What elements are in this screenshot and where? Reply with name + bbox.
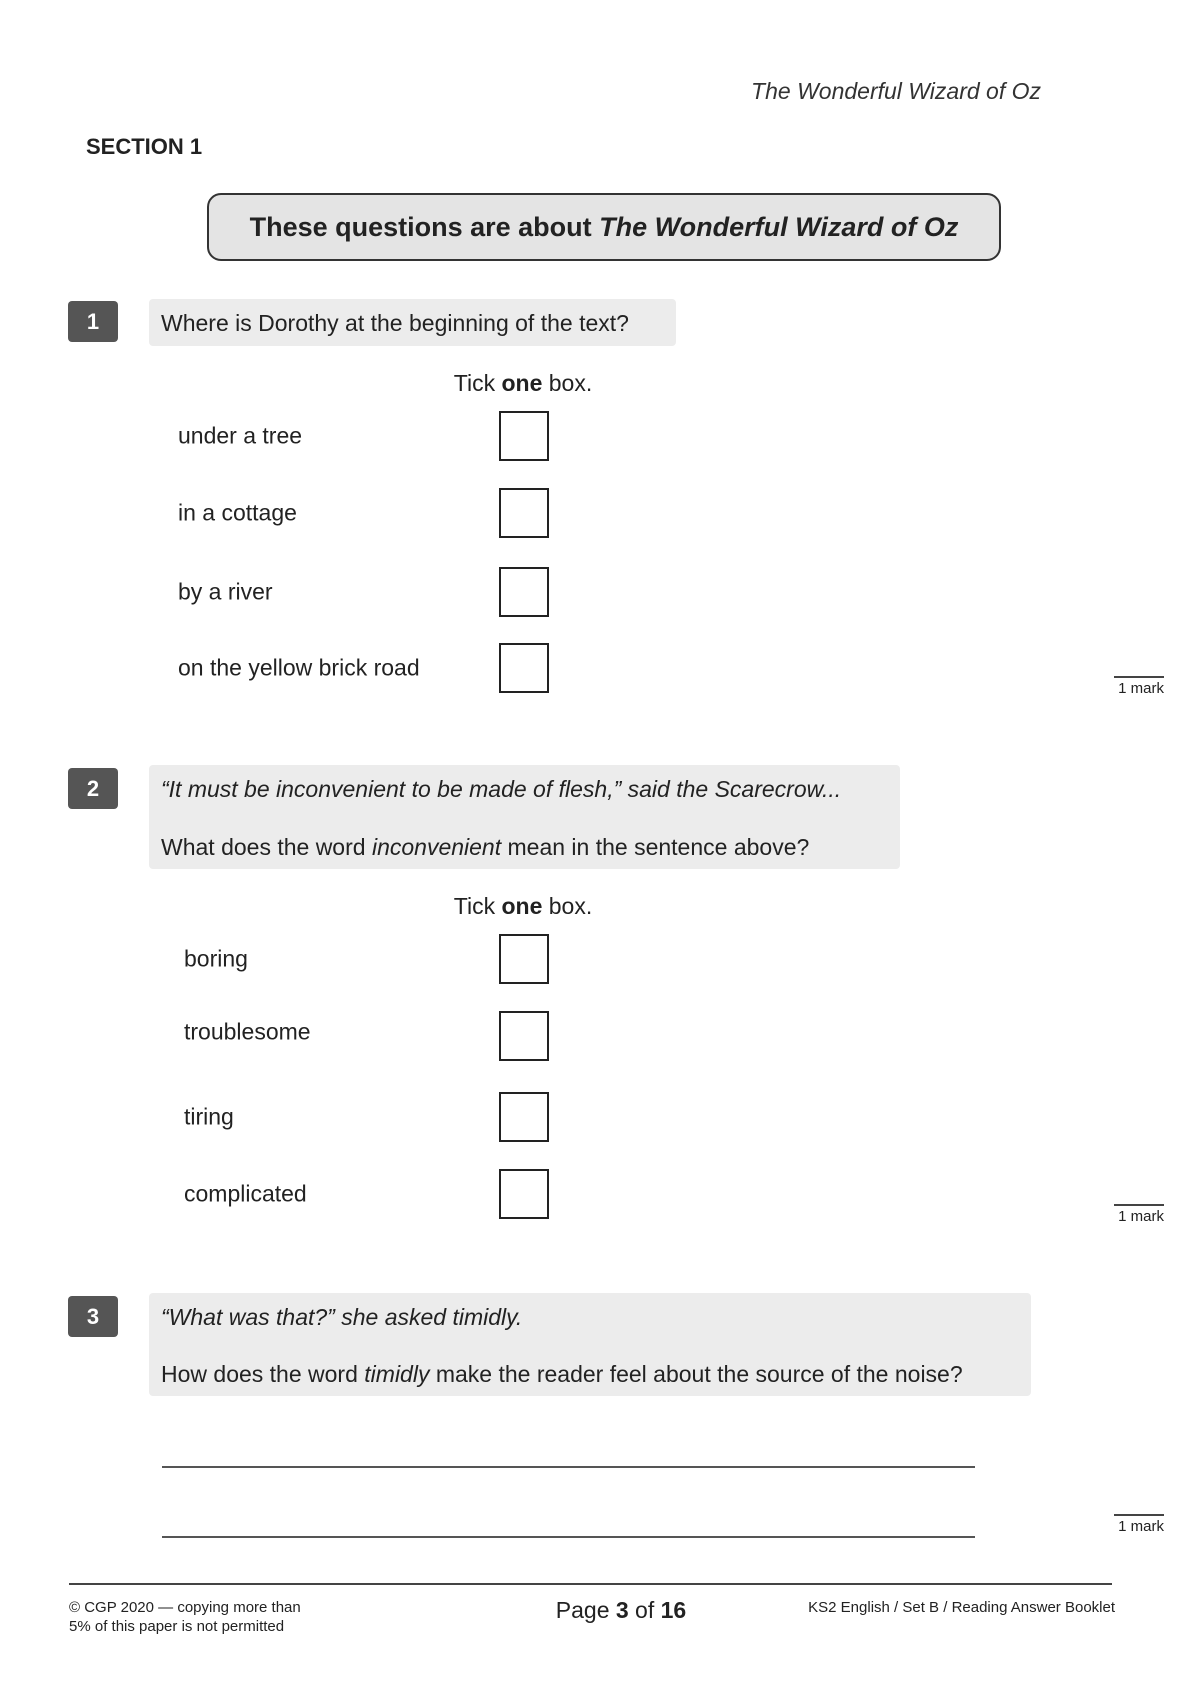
prompt-text: How does the word	[161, 1361, 365, 1387]
question-number: 3	[68, 1296, 118, 1337]
section-banner	[207, 193, 1001, 261]
tick-box[interactable]	[499, 1092, 549, 1142]
page-current: 3	[615, 1597, 629, 1623]
mark-allocation: 1 mark	[1114, 676, 1164, 697]
page-label: Page	[555, 1597, 616, 1623]
question-number: 1	[68, 301, 118, 342]
tick-box[interactable]	[499, 934, 549, 984]
prompt-line	[161, 310, 629, 337]
question-prompt	[149, 1293, 1031, 1396]
tick-box[interactable]	[499, 1169, 549, 1219]
option-label: troublesome	[184, 1018, 311, 1045]
prompt-text: timidly	[364, 1361, 430, 1387]
prompt-text: What does the word	[161, 834, 372, 860]
banner-title: The Wonderful Wizard of Oz	[599, 211, 959, 242]
prompt-text: make the reader feel about the source of the noise?	[429, 1361, 963, 1387]
page-of: of	[628, 1597, 661, 1623]
page-total: 16	[660, 1597, 687, 1623]
option-label: tiring	[184, 1103, 234, 1130]
mark-allocation: 1 mark	[1114, 1514, 1164, 1535]
option-label: by a river	[178, 578, 273, 605]
tick-box[interactable]	[499, 643, 549, 693]
page-number	[556, 1597, 686, 1624]
tick-box[interactable]	[499, 567, 549, 617]
tick-post: box.	[542, 370, 593, 396]
prompt-text: Where is Dorothy at the beginning of the text?	[161, 310, 629, 336]
option-label: in a cottage	[178, 499, 297, 526]
document-title: The Wonderful Wizard of Oz	[751, 78, 1041, 104]
section-heading: SECTION 1	[86, 134, 203, 159]
answer-line[interactable]	[162, 1536, 975, 1538]
copyright-line-2: 5% of this paper is not permitted	[69, 1618, 285, 1635]
question-number: 2	[68, 768, 118, 809]
answer-line[interactable]	[162, 1466, 975, 1468]
tick-pre: Tick	[453, 370, 502, 396]
question-prompt	[149, 765, 900, 869]
prompt-text: “It must be inconvenient to be made of flesh,” said the Scarecrow...	[161, 776, 842, 802]
prompt-quote	[161, 1304, 522, 1331]
tick-instruction	[454, 370, 592, 397]
tick-bold: one	[501, 893, 543, 919]
option-label: under a tree	[178, 422, 303, 449]
option-label: complicated	[184, 1180, 307, 1207]
prompt-text: “What was that?” she asked timidly.	[161, 1304, 523, 1330]
prompt-quote	[161, 776, 841, 803]
booklet-name: KS2 English / Set B / Reading Answer Booklet	[808, 1599, 1115, 1616]
tick-post: box.	[542, 893, 593, 919]
banner-prefix: These questions are about	[249, 211, 600, 242]
tick-pre: Tick	[453, 893, 502, 919]
option-label: on the yellow brick road	[178, 654, 420, 681]
prompt-line	[161, 1361, 963, 1388]
prompt-text: inconvenient	[371, 834, 502, 860]
tick-box[interactable]	[499, 411, 549, 461]
tick-bold: one	[501, 370, 543, 396]
tick-box[interactable]	[499, 488, 549, 538]
prompt-text: mean in the sentence above?	[501, 834, 810, 860]
copyright-line-1: © CGP 2020 — copying more than	[69, 1599, 301, 1616]
tick-box[interactable]	[499, 1011, 549, 1061]
mark-allocation: 1 mark	[1114, 1204, 1164, 1225]
question-prompt	[149, 299, 676, 346]
prompt-line	[161, 834, 809, 861]
copyright-notice	[69, 1598, 301, 1636]
footer-rule	[69, 1583, 1112, 1585]
tick-instruction	[454, 893, 592, 920]
option-label: boring	[184, 945, 248, 972]
